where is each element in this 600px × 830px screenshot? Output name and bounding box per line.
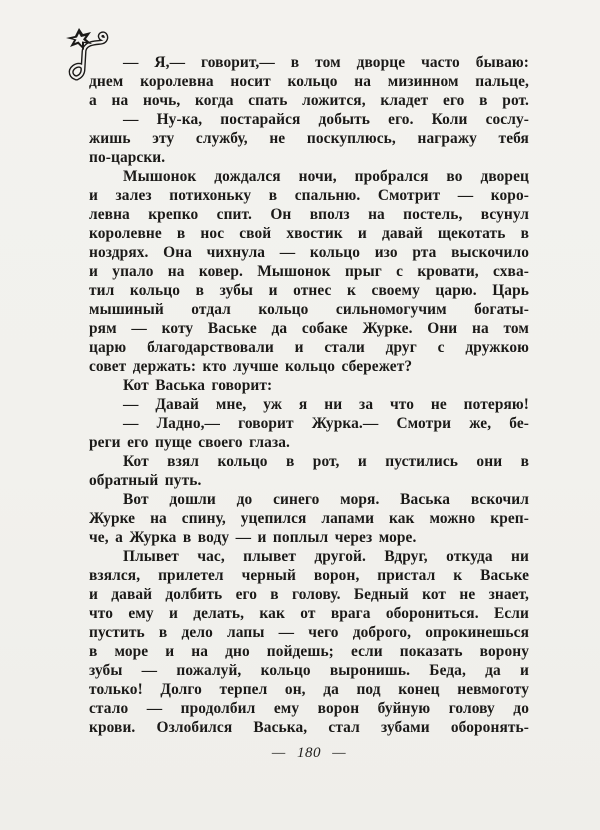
text-line: зубы — пожалуй, кольцо выронишь. Беда, да и — [89, 662, 529, 679]
text-line: — Давай мне, уж я ни за что не потеряю! — [123, 396, 529, 413]
text-line: левна крепко спит. Он вполз на постель, всунул — [89, 206, 529, 223]
text-line: королевне в нос свой хвостик и давай щекотать в — [89, 225, 529, 242]
page-number: — 180 — — [271, 745, 347, 761]
text-line: царю благодарствовали и стали друг с дружкою — [89, 339, 529, 356]
text-line: Мышонок дождался ночи, пробрался во дворец — [123, 168, 529, 185]
text-line: в море и на дно пойдешь; если показать ворону — [89, 643, 529, 660]
text-line: и давай долбить его в голову. Бедный кот не знает, — [89, 586, 529, 603]
text-line: днем королевна носит кольцо на мизинном пальце, — [89, 73, 529, 90]
text-line: ноздрях. Она чихнула — кольцо изо рта выскочило — [89, 244, 529, 261]
text-line: — Ну-ка, постарайся добыть его. Коли сослу- — [123, 111, 529, 128]
text-line: крови. Озлобился Васька, стал зубами оборонять- — [89, 719, 529, 736]
text-line: — Ладно,— говорит Журка.— Смотри же, бе- — [123, 415, 529, 432]
text-line: Плывет час, плывет другой. Вдруг, откуда ни — [123, 548, 529, 565]
text-line: стало — продолбил ему ворон буйную голову до — [89, 700, 529, 717]
text-line: обратный путь. — [89, 472, 202, 489]
text-line: Вот дошли до синего моря. Васька вскочил — [123, 491, 529, 508]
text-line: Кот взял кольцо в рот, и пустились они в — [123, 453, 529, 470]
text-line: реги его пуще своего глаза. — [89, 434, 290, 451]
text-line: только! Долго терпел он, да под конец невмоготу — [89, 681, 529, 698]
text-line: совет держать: кто лучше кольцо сбережет? — [89, 358, 413, 375]
text-line: жишь эту службу, не поскуплюсь, награжу тебя — [89, 130, 529, 147]
text-line: взялся, прилетел черный ворон, пристал к Ваське — [89, 567, 529, 584]
text-line: че, а Журка в воду — и поплыл через море. — [89, 529, 417, 546]
text-line: рям — коту Ваське да собаке Журке. Они на том — [89, 320, 529, 337]
text-line: пустить в дело лапы — чего доброго, опрокинешься — [89, 624, 529, 641]
text-line: мышиный отдал кольцо сильномогучим богаты- — [89, 301, 529, 318]
text-line: что ему и делать, как от врага оборониться. Если — [89, 605, 529, 622]
text-line: а на ночь, когда спать ложится, кладет его в рот. — [89, 92, 529, 109]
text-line: — Я,— говорит,— в том дворце часто бываю: — [123, 54, 529, 71]
text-line: и залез потихоньку в спальню. Смотрит — коро- — [89, 187, 529, 204]
text-line: тил кольцо в зубы и отнес к своему царю. Царь — [89, 282, 529, 299]
text-line: и упало на ковер. Мышонок прыг с кровати, схва- — [89, 263, 529, 280]
text-line: Журке на спину, уцепился лапами как можно креп- — [89, 510, 529, 527]
text-line: по-царски. — [89, 149, 166, 166]
text-block — [89, 53, 529, 737]
text-line: Кот Васька говорит: — [123, 377, 273, 394]
